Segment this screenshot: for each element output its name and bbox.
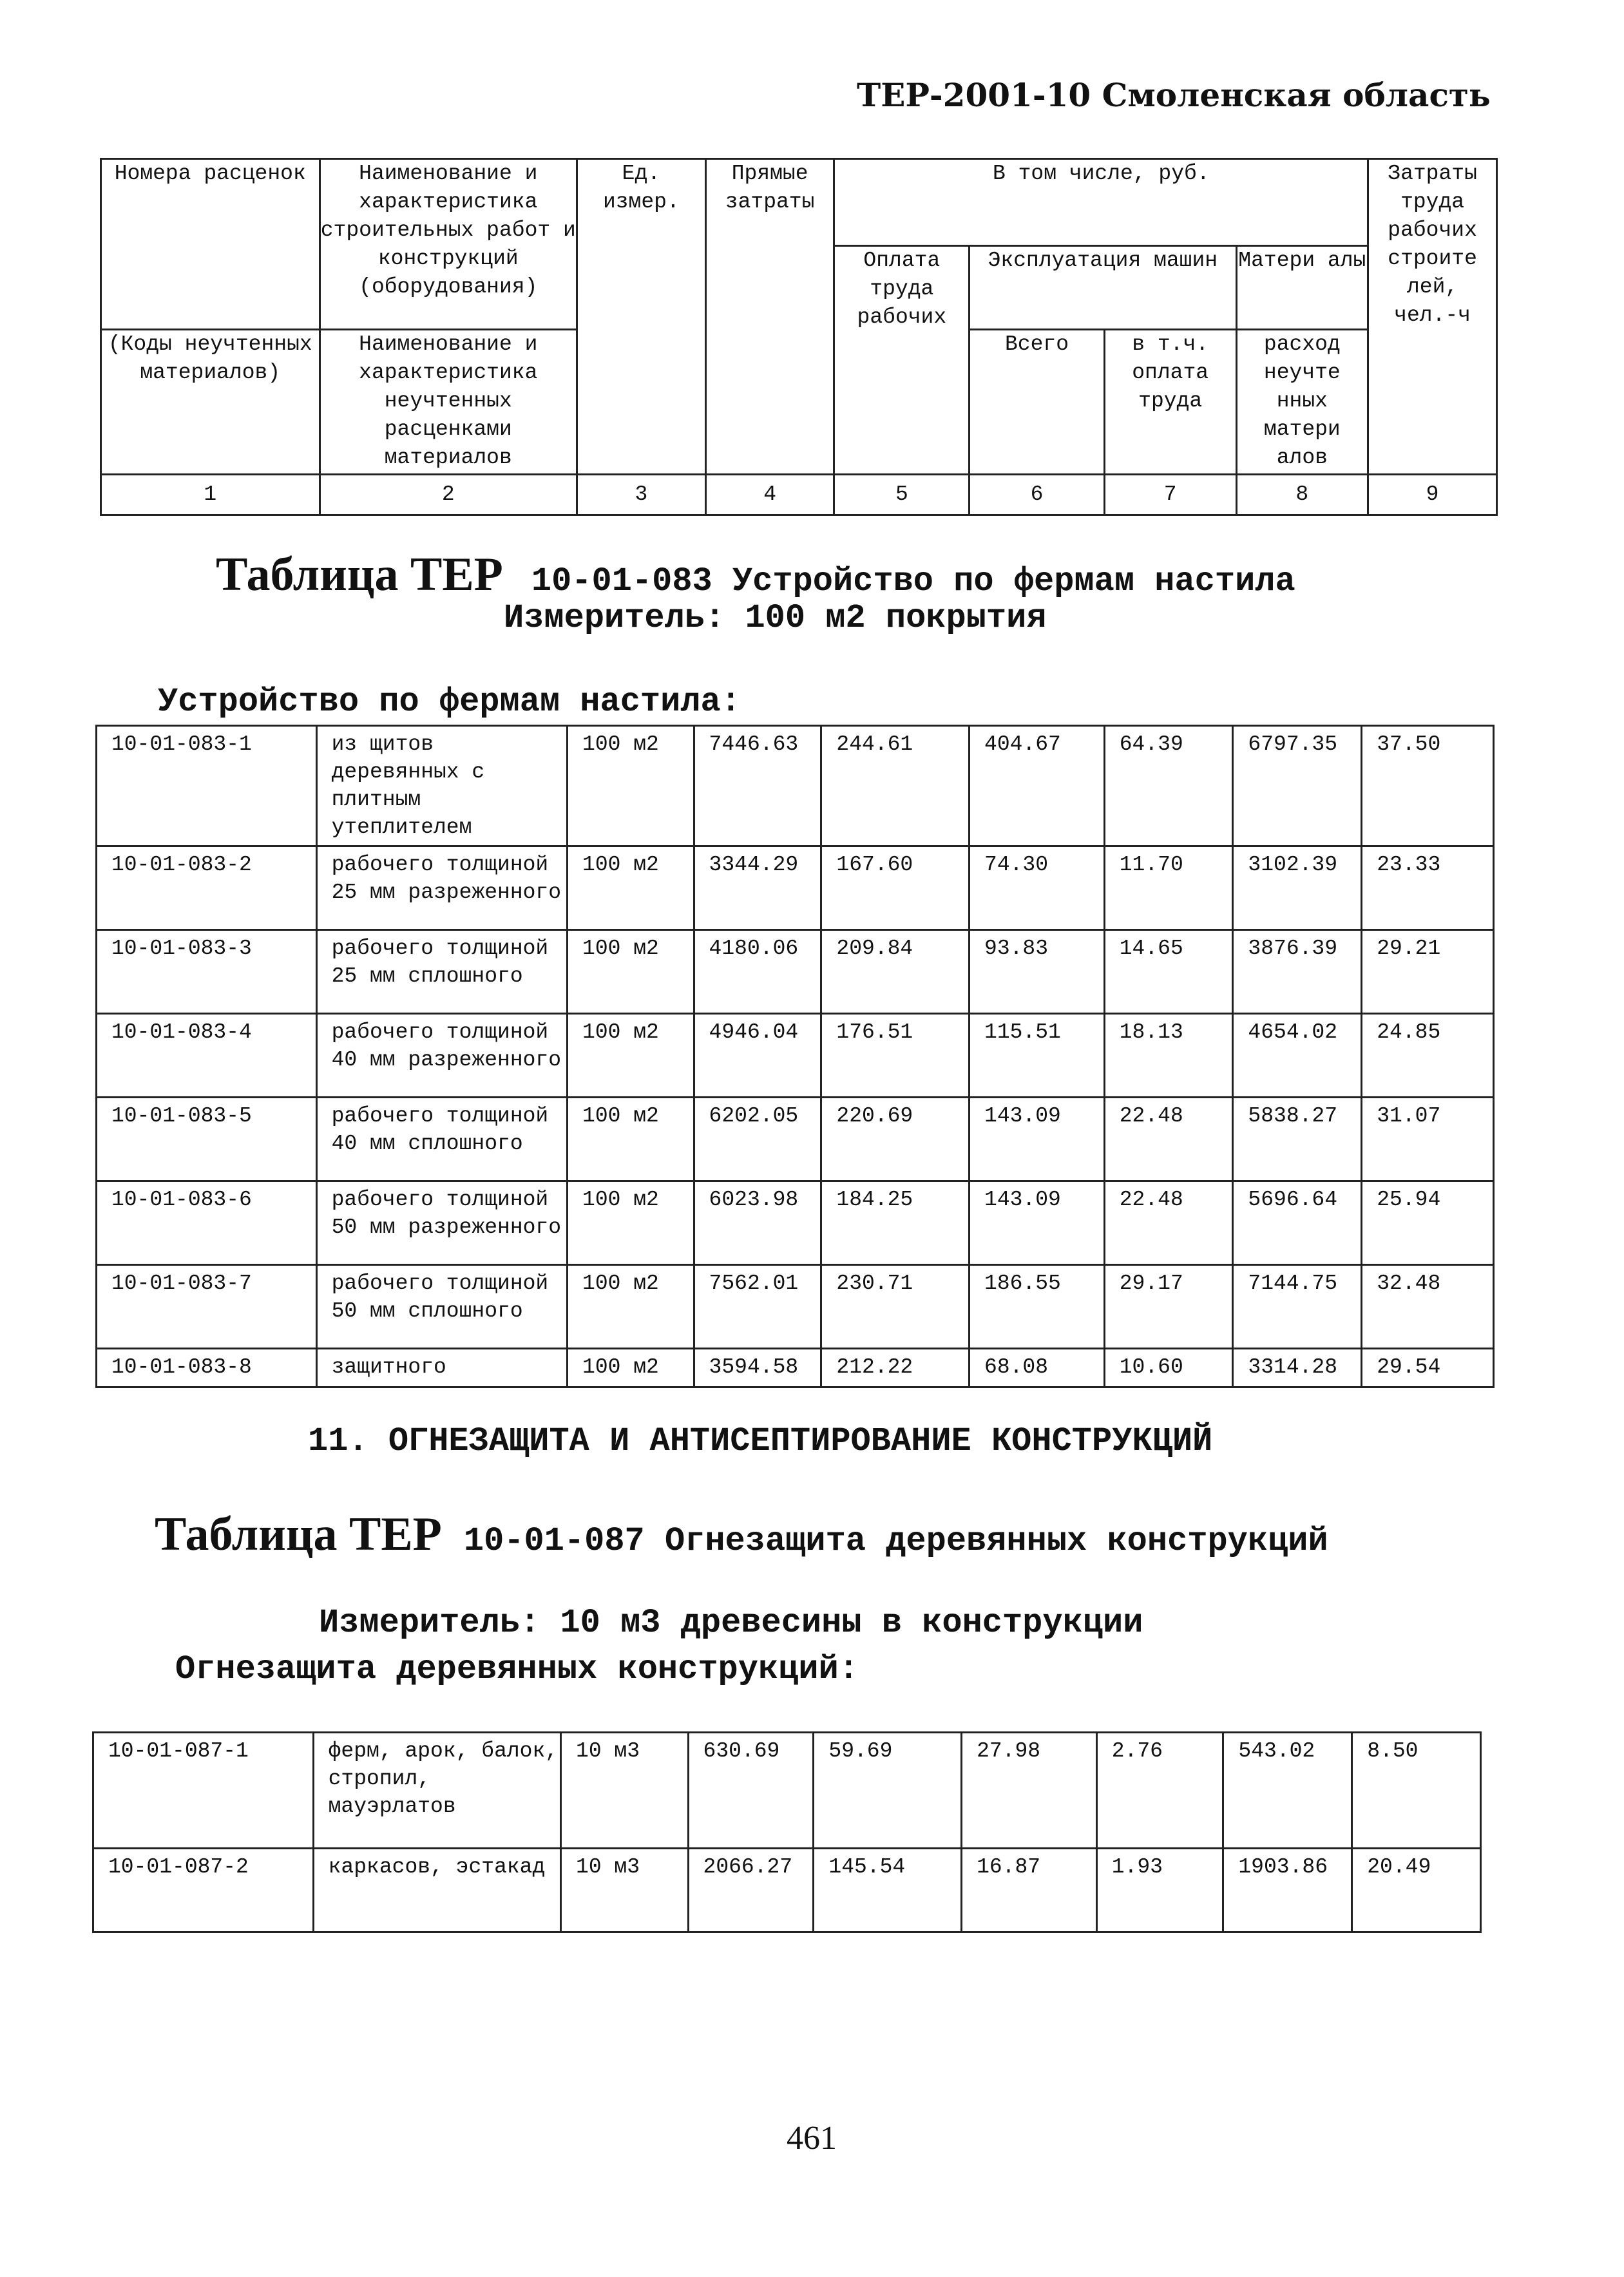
cell-name: рабочего толщиной 25 мм сплошного [316,930,567,1014]
header-col5-labor: Оплата труда рабочих [834,246,970,475]
cell-hours: 31.07 [1362,1098,1494,1181]
table1-code-title: 10-01-083 Устройство по фермам настила [531,562,1295,600]
cell-code: 10-01-083-5 [97,1098,317,1181]
cell-machines: 74.30 [970,846,1105,930]
cell-labor: 184.25 [821,1181,970,1265]
cell-hours: 23.33 [1362,846,1494,930]
header-num-6: 6 [970,475,1105,515]
cell-labor: 209.84 [821,930,970,1014]
header-col9-hours: Затраты труда рабочих строите лей, чел.-ч [1368,159,1497,475]
cell-mach-labor: 11.70 [1104,846,1233,930]
table1-prefix: Таблица ТЕР [216,548,503,601]
cell-mach-labor: 29.17 [1104,1265,1233,1349]
header-col8-top: Матери алы [1236,246,1368,330]
cell-direct: 3594.58 [694,1349,821,1387]
cell-materials: 3876.39 [1233,930,1362,1014]
cell-labor: 167.60 [821,846,970,930]
cell-labor: 212.22 [821,1349,970,1387]
table1-data [95,725,1495,1388]
header-col7-mach-labor: в т.ч. оплата труда [1104,330,1236,475]
cell-direct: 4180.06 [694,930,821,1014]
table-row [97,846,1494,930]
cell-code: 10-01-083-4 [97,1014,317,1098]
header-number-row [101,475,1497,515]
cell-machines: 143.09 [970,1098,1105,1181]
cell-code: 10-01-083-8 [97,1349,317,1387]
cell-name: рабочего толщиной 50 мм разреженного [316,1181,567,1265]
cell-unit: 100 м2 [568,1265,694,1349]
header-machines-label: Эксплуатация машин [970,246,1236,330]
cell-labor: 220.69 [821,1098,970,1181]
cell-unit: 10 м3 [561,1733,689,1849]
cell-unit: 100 м2 [568,1098,694,1181]
cell-name: каркасов, эстакад [313,1849,560,1932]
cell-materials: 4654.02 [1233,1014,1362,1098]
cell-machines: 68.08 [970,1349,1105,1387]
header-group-label: В том числе, руб. [834,159,1368,246]
header-col1-top: Номера расценок [101,159,320,330]
cell-materials: 3102.39 [1233,846,1362,930]
header-num-5: 5 [834,475,970,515]
cell-materials: 5838.27 [1233,1098,1362,1181]
table-row [97,1181,1494,1265]
cell-materials: 7144.75 [1233,1265,1362,1349]
cell-hours: 24.85 [1362,1014,1494,1098]
cell-direct: 3344.29 [694,846,821,930]
running-title: ТЕР-2001-10 Смоленская область [857,76,1491,114]
cell-hours: 20.49 [1352,1849,1481,1932]
cell-hours: 29.21 [1362,930,1494,1014]
table1-measure: Измеритель: 100 м2 покрытия [504,599,1047,637]
column-header-table [100,158,1498,516]
cell-unit: 100 м2 [568,846,694,930]
cell-name: ферм, арок, балок, стропил, мауэрлатов [313,1733,560,1849]
table2-subtitle: Огнезащита деревянных конструкций: [175,1650,859,1688]
cell-name: из щитов деревянных с плитным утеплителем [316,726,567,846]
cell-machines: 16.87 [962,1849,1097,1932]
table-row [97,1014,1494,1098]
table1-title [216,548,1295,602]
cell-labor: 244.61 [821,726,970,846]
cell-direct: 2066.27 [688,1849,814,1932]
cell-materials: 543.02 [1223,1733,1352,1849]
cell-hours: 29.54 [1362,1349,1494,1387]
cell-hours: 8.50 [1352,1733,1481,1849]
cell-direct: 6202.05 [694,1098,821,1181]
cell-code: 10-01-087-2 [93,1849,314,1932]
header-col6-total: Всего [970,330,1105,475]
cell-direct: 630.69 [688,1733,814,1849]
table2-code-title: 10-01-087 Огнезащита деревянных конструкций [463,1522,1328,1560]
cell-name: рабочего толщиной 40 мм сплошного [316,1098,567,1181]
cell-labor: 230.71 [821,1265,970,1349]
header-num-3: 3 [577,475,706,515]
cell-unit: 10 м3 [561,1849,689,1932]
header-num-7: 7 [1104,475,1236,515]
cell-materials: 6797.35 [1233,726,1362,846]
cell-mach-labor: 22.48 [1104,1098,1233,1181]
cell-code: 10-01-083-1 [97,726,317,846]
cell-machines: 93.83 [970,930,1105,1014]
table-row [93,1733,1481,1849]
cell-unit: 100 м2 [568,930,694,1014]
cell-hours: 37.50 [1362,726,1494,846]
cell-machines: 186.55 [970,1265,1105,1349]
table1-subtitle: Устройство по фермам настила: [158,683,741,721]
cell-materials: 1903.86 [1223,1849,1352,1932]
table-row [97,930,1494,1014]
cell-mach-labor: 10.60 [1104,1349,1233,1387]
table2-data [92,1731,1482,1933]
header-num-8: 8 [1236,475,1368,515]
table2-prefix: Таблица ТЕР [155,1508,442,1561]
cell-hours: 32.48 [1362,1265,1494,1349]
table-row [97,1265,1494,1349]
cell-labor: 59.69 [814,1733,962,1849]
cell-mach-labor: 2.76 [1096,1733,1223,1849]
header-num-2: 2 [320,475,577,515]
section-title: 11. ОГНЕЗАЩИТА И АНТИСЕПТИРОВАНИЕ КОНСТРУКЦИЙ [308,1422,1213,1460]
cell-unit: 100 м2 [568,1349,694,1387]
header-col3-unit: Ед. измер. [577,159,706,475]
table2-title [155,1507,1328,1562]
header-col2-bottom: Наименование и характеристика неучтенных расценками материалов [320,330,577,475]
cell-code: 10-01-087-1 [93,1733,314,1849]
cell-name: защитного [316,1349,567,1387]
cell-direct: 7446.63 [694,726,821,846]
header-col2-top: Наименование и характеристика строительных работ и конструкций (оборудования) [320,159,577,330]
cell-unit: 100 м2 [568,726,694,846]
page-number: 461 [787,2120,837,2157]
table-row [97,726,1494,846]
cell-labor: 176.51 [821,1014,970,1098]
cell-mach-labor: 18.13 [1104,1014,1233,1098]
cell-materials: 3314.28 [1233,1349,1362,1387]
cell-direct: 4946.04 [694,1014,821,1098]
cell-labor: 145.54 [814,1849,962,1932]
header-num-4: 4 [705,475,834,515]
cell-machines: 143.09 [970,1181,1105,1265]
cell-direct: 6023.98 [694,1181,821,1265]
table2-measure: Измеритель: 10 м3 древесины в конструкции [319,1604,1143,1642]
table-row [97,1349,1494,1387]
cell-mach-labor: 64.39 [1104,726,1233,846]
table-row [97,1098,1494,1181]
cell-code: 10-01-083-3 [97,930,317,1014]
cell-mach-labor: 22.48 [1104,1181,1233,1265]
header-num-9: 9 [1368,475,1497,515]
cell-code: 10-01-083-6 [97,1181,317,1265]
cell-direct: 7562.01 [694,1265,821,1349]
cell-code: 10-01-083-2 [97,846,317,930]
cell-hours: 25.94 [1362,1181,1494,1265]
cell-machines: 27.98 [962,1733,1097,1849]
cell-machines: 115.51 [970,1014,1105,1098]
cell-name: рабочего толщиной 50 мм сплошного [316,1265,567,1349]
cell-mach-labor: 1.93 [1096,1849,1223,1932]
cell-machines: 404.67 [970,726,1105,846]
cell-unit: 100 м2 [568,1014,694,1098]
cell-mach-labor: 14.65 [1104,930,1233,1014]
table-row [93,1849,1481,1932]
cell-name: рабочего толщиной 25 мм разреженного [316,846,567,930]
cell-name: рабочего толщиной 40 мм разреженного [316,1014,567,1098]
header-col8-bottom: расход неучте нных матери алов [1236,330,1368,475]
cell-materials: 5696.64 [1233,1181,1362,1265]
cell-code: 10-01-083-7 [97,1265,317,1349]
header-col4-direct: Прямые затраты [705,159,834,475]
header-num-1: 1 [101,475,320,515]
header-col1-bottom: (Коды неучтенных материалов) [101,330,320,475]
cell-unit: 100 м2 [568,1181,694,1265]
